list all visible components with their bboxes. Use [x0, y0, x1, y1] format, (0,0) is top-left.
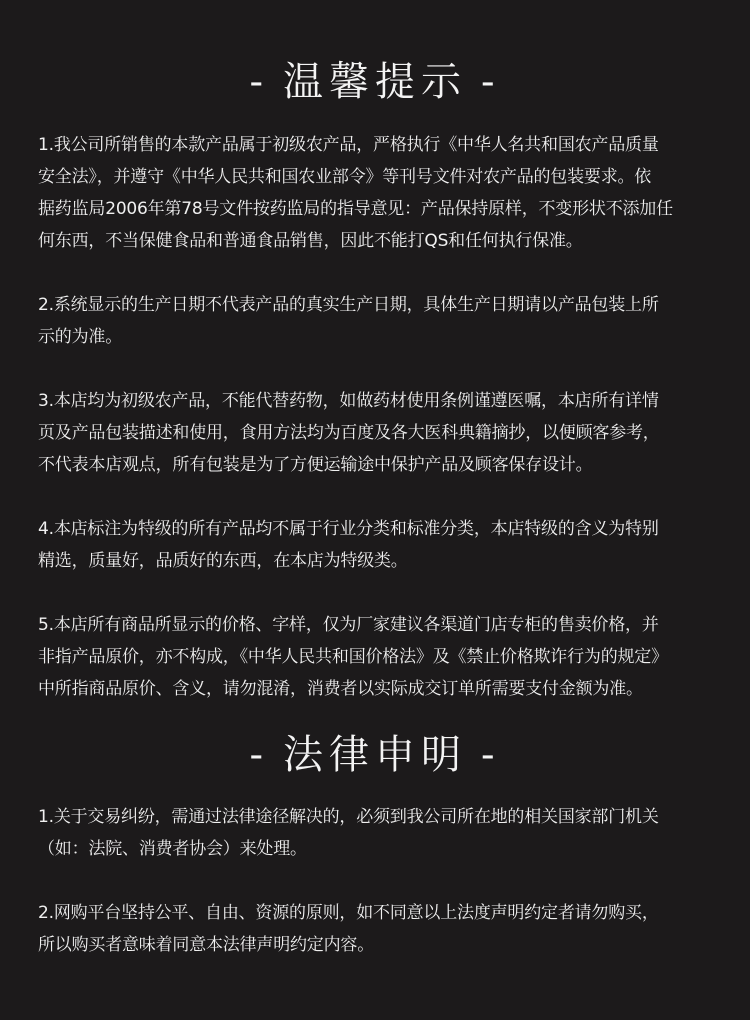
legal-1	[38, 801, 714, 865]
tip-1-line-2: 安全法》，并遵守《中华人民共和国农业部令》等刊号文件对农产品的包装要求。依	[38, 167, 652, 187]
tip-3-line-1: 3.本店均为初级农产品，不能代替药物，如做药材使用条例谨遵医嘱，本店所有详情	[38, 391, 659, 411]
title-dash-right: -	[481, 732, 501, 778]
tip-5-line-2: 非指产品原价，亦不构成，《中华人民共和国价格法》及《禁止价格欺诈行为的规定》	[38, 647, 668, 667]
legal-1-line-1: 1.关于交易纠纷，需通过法律途径解决的，必须到我公司所在地的相关国家部门机关	[38, 807, 659, 827]
tip-3-line-3: 不代表本店观点，所有包装是为了方便运输途中保护产品及顾客保存设计。	[38, 455, 593, 475]
tip-5	[38, 609, 714, 705]
tip-3-line-2: 页及产品包装描述和使用，食用方法均为百度及各大医科典籍摘抄，以便顾客参考，	[38, 423, 660, 443]
tips-title-text: 温馨提示	[283, 59, 467, 105]
title-dash-right: -	[481, 59, 501, 105]
title-dash-left: -	[249, 59, 269, 105]
tips-title	[0, 58, 750, 106]
legal-2-line-2: 所以购买者意味着同意本法律声明约定内容。	[38, 935, 374, 955]
tip-4	[38, 513, 714, 577]
tip-1-line-3: 据药监局2006年第78号文件按药监局的指导意见：产品保持原样，不变形状不添加任	[38, 199, 673, 219]
legal-2	[38, 897, 714, 961]
tip-5-line-1: 5.本店所有商品所显示的价格、字样，仅为厂家建议各渠道门店专柜的售卖价格，并	[38, 615, 659, 635]
tip-1-line-1: 1.我公司所销售的本款产品属于初级农产品，严格执行《中华人名共和国农产品质量	[38, 135, 659, 155]
title-dash-left: -	[249, 732, 269, 778]
legal-title-text: 法律申明	[283, 732, 467, 778]
tip-2	[38, 289, 714, 353]
tip-3	[38, 385, 714, 481]
tip-5-line-3: 中所指商品原价、含义，请勿混淆，消费者以实际成交订单所需要支付金额为准。	[38, 679, 643, 699]
tip-4-line-2: 精选，质量好，品质好的东西，在本店为特级类。	[38, 551, 408, 571]
tip-2-line-1: 2.系统显示的生产日期不代表产品的真实生产日期，具体生产日期请以产品包装上所	[38, 295, 659, 315]
tip-2-line-2: 示的为准。	[38, 327, 122, 347]
tip-1	[38, 129, 714, 257]
tip-1-line-4: 何东西，不当保健食品和普通食品销售，因此不能打QS和任何执行保准。	[38, 231, 583, 251]
legal-title	[0, 731, 750, 779]
legal-2-line-1: 2.网购平台坚持公平、自由、资源的原则，如不同意以上法度声明约定者请勿购买，	[38, 903, 659, 923]
legal-1-line-2: （如：法院、消费者协会）来处理。	[38, 839, 307, 859]
tip-4-line-1: 4.本店标注为特级的所有产品均不属于行业分类和标准分类，本店特级的含义为特别	[38, 519, 659, 539]
